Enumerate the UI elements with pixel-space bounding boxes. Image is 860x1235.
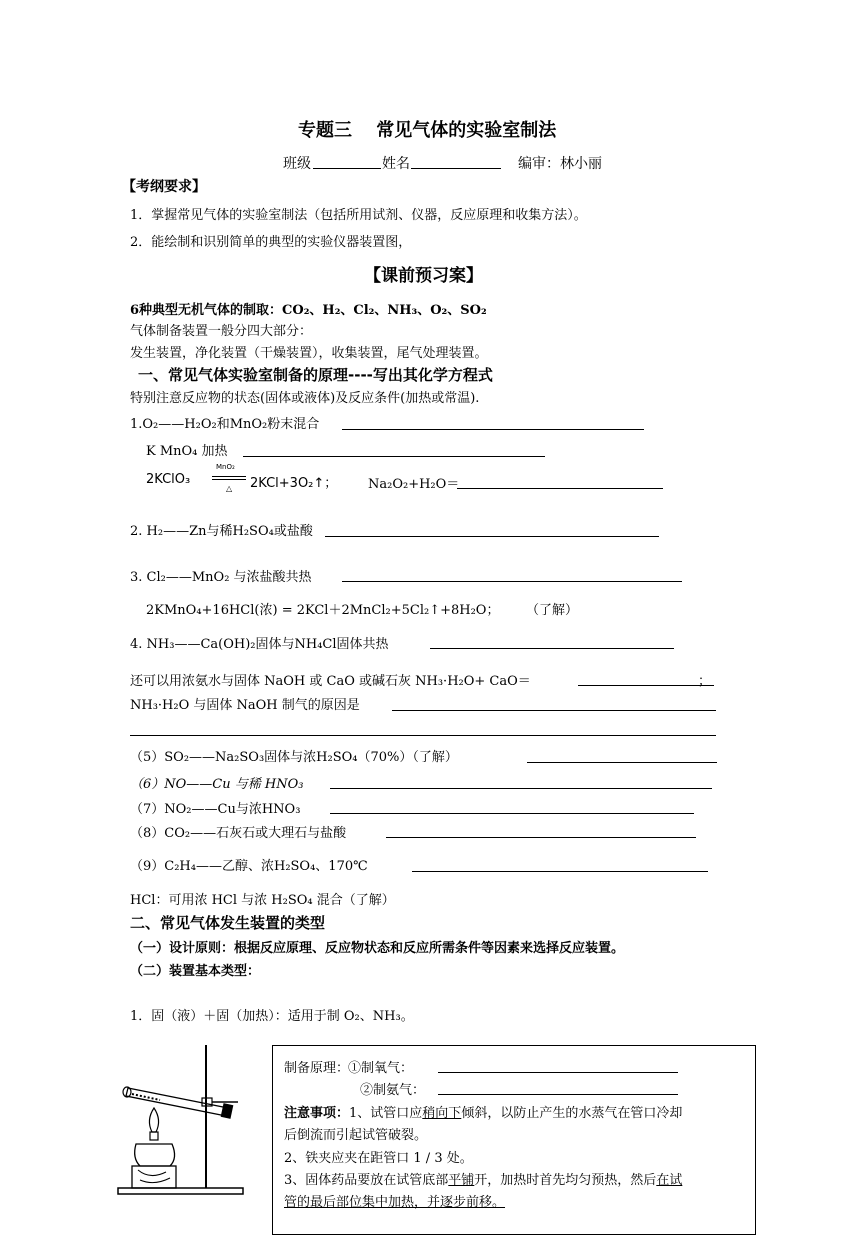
page-title: 专题三 常见气体的实验室制法 — [298, 120, 557, 141]
kclo3-right: 2KCl+3O₂↑； — [250, 476, 338, 491]
box-prep-nh3: ②制氨气： — [360, 1083, 426, 1098]
nh3-alt: 还可以用浓氨水与固体 NaOH 或 CaO 或碱石灰 NH₃·H₂O+ CaO＝ — [130, 674, 531, 689]
section-preview: 【课前预习案】 — [364, 266, 483, 286]
cl2-note: （了解） — [526, 603, 579, 618]
info-name-label: 姓名 — [382, 156, 410, 172]
nh3-blank — [430, 648, 674, 649]
box-note-2: 2、铁夹应夹在距管口 1 / 3 处。 — [284, 1151, 473, 1166]
box-note-1b: 稍向下 — [422, 1106, 462, 1121]
box-prep-o2: ①制氧气： — [348, 1061, 414, 1076]
o2-h2o2: 1.O₂——H₂O₂和MnO₂粉末混合 — [130, 417, 320, 432]
box-note-3d: 在试 — [656, 1173, 683, 1188]
requirement-2: 2．能绘制和识别简单的典型的实验仪器装置图， — [130, 235, 412, 250]
cl2-blank — [342, 581, 682, 582]
design-principle: （一）设计原则：根据反应原理、反应物状态和反应所需条件等因素来选择反应装置。 — [130, 941, 625, 956]
six-gases: 6种典型无机气体的制取：CO₂、H₂、Cl₂、NH₃、O₂、SO₂ — [130, 303, 487, 318]
nh3-reason: NH₃·H₂O 与固体 NaOH 制气的原因是 — [130, 698, 360, 713]
heading-principles: 一、常见气体实验室制备的原理----写出其化学方程式 — [138, 366, 493, 384]
nh3-reason-blank — [392, 710, 716, 711]
na2o2-blank — [457, 488, 663, 489]
o2-h2o2-blank — [342, 429, 644, 430]
c2h4-prep: （9）C₂H₄——乙醇、浓H₂SO₄、170℃ — [130, 859, 368, 874]
cl2-equation: 2KMnO₄+16HCl(浓) = 2KCl＋2MnCl₂+5Cl₂↑+8H₂O； — [146, 603, 500, 618]
info-class-label: 班级 — [283, 156, 311, 172]
no-blank — [330, 788, 712, 789]
box-note-3c: 开，加热时首先均匀预热，然后 — [474, 1173, 657, 1188]
no2-prep: （7）NO₂——Cu与浓HNO₃ — [130, 802, 301, 817]
hcl-prep: HCl：可用浓 HCl 与浓 H₂SO₄ 混合（了解） — [130, 893, 395, 908]
box-nh3-blank — [438, 1094, 678, 1095]
type-1: 1．固（液）＋固（加热）：适用于制 O₂、NH₃。 — [130, 1009, 414, 1024]
no-prep: （6）NO——Cu 与稀 HNO₃ — [130, 777, 304, 792]
nh3-reason-blank-2 — [130, 735, 716, 736]
basic-types: （二）装置基本类型： — [130, 964, 261, 979]
kclo3-heat: △ — [226, 484, 233, 493]
o2-kmno4: K MnO₄ 加热 — [146, 444, 228, 459]
section-requirements: 【考纲要求】 — [122, 179, 206, 195]
box-o2-blank — [438, 1072, 678, 1073]
box-note-3b: 平铺 — [448, 1173, 475, 1188]
box-note-label: 注意事项： — [284, 1106, 350, 1121]
box-note-1c: 倾斜，以防止产生的水蒸气在管口冷却 — [461, 1106, 683, 1121]
o2-kmno4-blank — [243, 456, 545, 457]
co2-prep: （8）CO₂——石灰石或大理石与盐酸 — [130, 826, 347, 841]
c2h4-blank — [412, 871, 708, 872]
class-blank — [313, 168, 381, 169]
info-editor: 编审：林小丽 — [518, 156, 602, 172]
box-note-1a: 1、试管口应 — [349, 1106, 423, 1121]
principles-note: 特别注意反应物的状态(固体或液体)及反应条件(加热或常温). — [130, 391, 480, 406]
nh3-alt-blank — [578, 685, 714, 686]
h2-blank — [325, 536, 659, 537]
so2-prep: （5）SO₂——Na₂SO₃固体与浓H₂SO₄（70%）（了解） — [130, 750, 458, 765]
so2-blank — [527, 762, 717, 763]
box-note-1d: 后倒流而引起试管破裂。 — [284, 1128, 428, 1143]
no2-blank — [330, 813, 694, 814]
kclo3-eq-line-1 — [212, 476, 246, 477]
heading-apparatus: 二、常见气体发生装置的类型 — [130, 914, 326, 932]
h2-prep: 2. H₂——Zn与稀H₂SO₄或盐酸 — [130, 524, 313, 539]
na2o2-eq: Na₂O₂+H₂O＝ — [368, 477, 460, 492]
name-blank — [411, 168, 501, 169]
co2-blank — [386, 837, 696, 838]
nh3-alt-end: ； — [698, 674, 712, 689]
box-prep-label: 制备原理： — [284, 1061, 350, 1076]
box-note-3a: 3、固体药品要放在试管底部 — [284, 1173, 449, 1188]
nh3-prep: 4. NH₃——Ca(OH)₂固体与NH₄Cl固体共热 — [130, 637, 389, 652]
heating-apparatus-figure — [110, 1040, 250, 1200]
kclo3-catalyst: MnO₂ — [216, 463, 235, 471]
parts-intro: 气体制备装置一般分四大部分： — [130, 324, 313, 339]
requirement-1: 1．掌握常见气体的实验室制法（包括所用试剂、仪器，反应原理和收集方法）。 — [130, 208, 587, 223]
cl2-prep: 3. Cl₂——MnO₂ 与浓盐酸共热 — [130, 570, 312, 585]
box-note-3e: 管的最后部位集中加热，并逐步前移。 — [284, 1195, 506, 1210]
parts-list: 发生装置，净化装置（干燥装置），收集装置，尾气处理装置。 — [130, 346, 488, 361]
kclo3-eq-line-2 — [212, 479, 246, 480]
kclo3-left: 2KClO₃ — [146, 472, 191, 487]
